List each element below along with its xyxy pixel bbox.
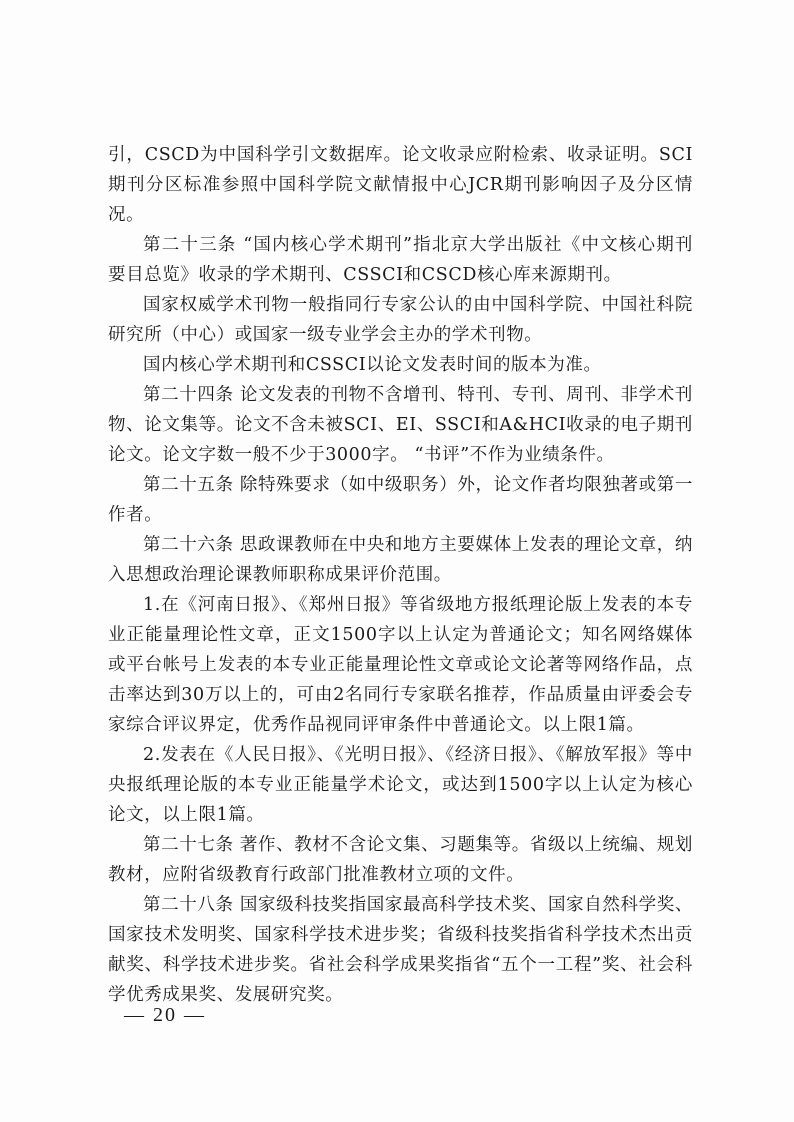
- paragraph-item-2: 2.发表在《人民日报》、《光明日报》、《经济日报》、《解放军报》等中央报纸理论版的本专业正能量学术论文，或达到1500字以上认定为核心论文，以上限1篇。: [108, 745, 693, 825]
- paragraph-item-1: 1.在《河南日报》、《郑州日报》等省级地方报纸理论版上发表的本专业正能量理论性文章，正文1500字以上认定为普通论文；知名网络媒体或平台帐号上发表的本专业正能量理论性文章或论文论著等网络作品，点击率达到30万以上的，可由2名同行专家联名推荐，作品质量由评委会专家综合评议界定，优秀作品视同评审条件中普通论文。以上限1篇。: [108, 595, 693, 735]
- paragraph-authoritative-journals: 国家权威学术刊物一般指同行专家公认的由中国科学院、中国社科院研究所（中心）或国家一级专业学会主办的学术刊物。: [108, 295, 693, 345]
- paragraph-article-27: 第二十七条 著作、教材不含论文集、习题集等。省级以上统编、规划教材，应附省级教育行政部门批准教材立项的文件。: [108, 835, 693, 885]
- paragraph-article-26: 第二十六条 思政课教师在中央和地方主要媒体上发表的理论文章，纳入思想政治理论课教师职称成果评价范围。: [108, 535, 693, 585]
- page-number: — 20 —: [124, 1004, 206, 1026]
- body-text: [108, 140, 693, 1010]
- paragraph-article-24: 第二十四条 论文发表的刊物不含增刊、特刊、专刊、周刊、非学术刊物、论文集等。论文不含未被SCI、EI、SSCI和A&HCI收录的电子期刊论文。论文字数一般不少于3000字。 “书评”不作为业绩条件。: [108, 385, 693, 465]
- paragraph-article-25: 第二十五条 除特殊要求（如中级职务）外，论文作者均限独著或第一作者。: [108, 475, 693, 525]
- paragraph-version-rule: 国内核心学术期刊和CSSCI以论文发表时间的版本为准。: [143, 355, 602, 375]
- paragraph-article-28: 第二十八条 国家级科技奖指国家最高科学技术奖、国家自然科学奖、国家技术发明奖、国家科学技术进步奖；省级科技奖指省科学技术杰出贡献奖、科学技术进步奖。省社会科学成果奖指省“五个一工程”奖、社会科学优秀成果奖、发展研究奖。: [108, 895, 693, 1005]
- paragraph-sci-continuation: 引，CSCD为中国科学引文数据库。论文收录应附检索、收录证明。SCI期刊分区标准参照中国科学院文献情报中心JCR期刊影响因子及分区情况。: [108, 145, 693, 225]
- paragraph-article-23: 第二十三条 “国内核心学术期刊”指北京大学出版社《中文核心期刊要目总览》收录的学术期刊、CSSCI和CSCD核心库来源期刊。: [108, 235, 693, 285]
